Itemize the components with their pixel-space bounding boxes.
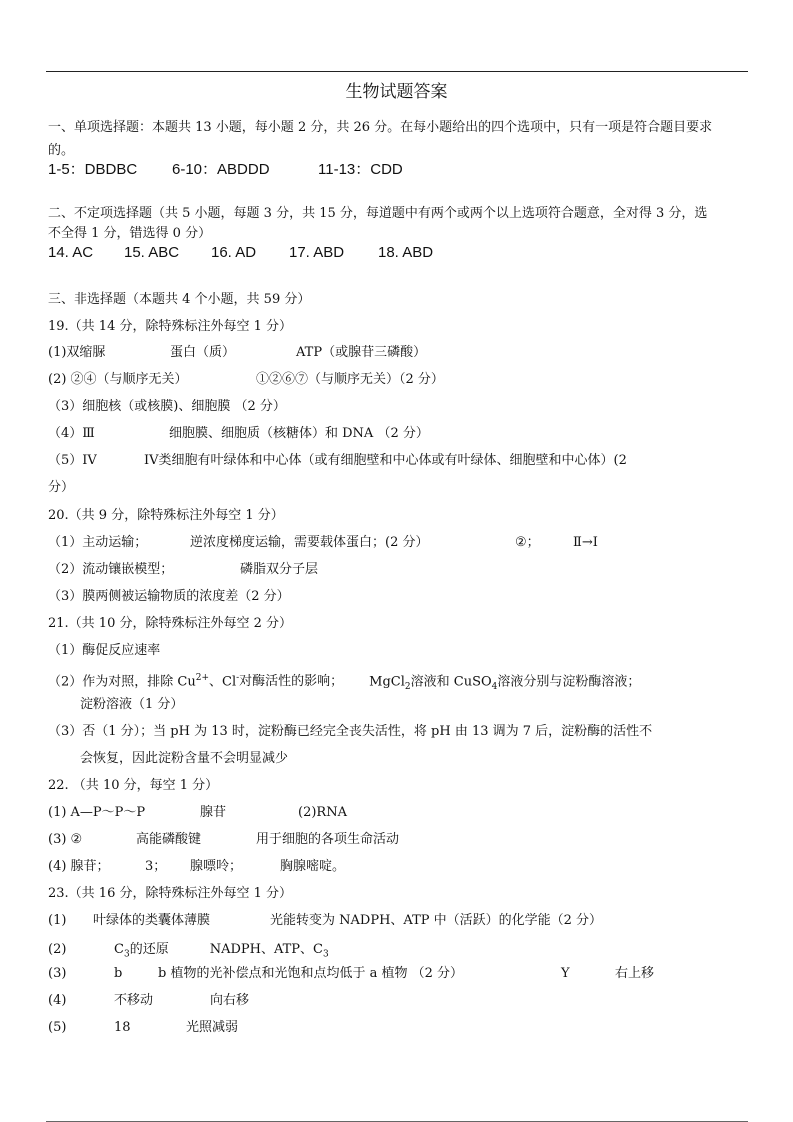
- q23-line2: [48, 942, 329, 963]
- q21-line1: （1）酶促反应速率: [48, 643, 161, 658]
- superscript: -: [236, 673, 240, 683]
- answer-item: 15. ABC: [124, 244, 180, 261]
- answer-item: 14. AC: [48, 244, 94, 261]
- q20-line3: （3）膜两侧被运输物质的浓度差（2 分）: [48, 589, 290, 604]
- q23-heading: 23.（共 16 分，除特殊标注外每空 1 分）: [48, 886, 293, 901]
- subscript: 4: [491, 681, 498, 692]
- answer-text: (2) ②④（与顺序无关）: [48, 372, 188, 387]
- answer-text: 向右移: [210, 993, 250, 1008]
- q22-heading: 22. （共 10 分，每空 1 分）: [48, 778, 219, 793]
- answer-text: 腺苷: [200, 805, 227, 820]
- q21-line3-cont: 会恢复，因此淀粉含量不会明显减少: [80, 751, 289, 766]
- q20-line1: [48, 535, 598, 551]
- answer-text: 溶液和 CuSO: [410, 674, 492, 690]
- q21-line2: [48, 670, 640, 695]
- answer-text: 逆浓度梯度运输，需要载体蛋白；(2 分）: [190, 535, 429, 550]
- item-number: (4): [48, 993, 67, 1008]
- page-title: 生物试题答案: [345, 82, 448, 102]
- answer-text: 高能磷酸键: [136, 832, 202, 847]
- subscript: 2: [404, 681, 411, 692]
- q19-line5-cont: 分）: [48, 480, 75, 495]
- answer-text: (1)双缩脲: [48, 345, 106, 360]
- answer-text: 叶绿体的类囊体薄膜: [93, 913, 211, 928]
- answer-text: ①②⑥⑦（与顺序无关）（2 分）: [256, 372, 444, 387]
- item-number: (1): [48, 913, 67, 928]
- answer-text: （4）Ⅲ: [48, 426, 95, 441]
- answer-text: ②；: [515, 535, 540, 550]
- superscript: 2+: [195, 673, 210, 683]
- q19-line2: [48, 372, 444, 388]
- section1-answers: [48, 162, 403, 178]
- q21-heading: 21.（共 10 分，除特殊标注外每空 2 分）: [48, 616, 293, 631]
- answer-text: 光照减弱: [186, 1020, 239, 1035]
- answer-text: MgCl: [369, 674, 405, 690]
- section1-heading-cont: 的。: [48, 143, 75, 158]
- q21-line3: （3）否（1 分）；当 pH 为 13 时，淀粉酶已经完全丧失活性，将 pH 由 13 调为 7 后，淀粉酶的活性不: [48, 724, 653, 739]
- q19-line4: [48, 426, 429, 442]
- subscript: 3: [323, 949, 329, 960]
- q23-line4: [48, 993, 249, 1009]
- answer-text: 18: [114, 1020, 131, 1035]
- section2-heading-cont: 不全得 1 分，错选得 0 分）: [48, 226, 212, 241]
- answer-text: Y: [561, 966, 570, 981]
- answer-text: （1）主动运输；: [48, 535, 148, 550]
- subscript: 3: [123, 949, 130, 960]
- section2-answers: [48, 245, 433, 261]
- answer-text: 3；: [145, 859, 167, 874]
- answer-text: 用于细胞的各项生命活动: [256, 832, 400, 847]
- answer-text: b 植物的光补偿点和光饱和点均低于 a 植物 （2 分）: [158, 966, 464, 981]
- q23-line3: [48, 966, 654, 982]
- q22-line1: [48, 805, 347, 821]
- item-number: (3): [48, 966, 67, 981]
- answer-text: (3) ②: [48, 832, 83, 847]
- answer-text: (2)RNA: [298, 805, 347, 820]
- answer-text: 胸腺嘧啶。: [280, 859, 346, 874]
- answer-item: 16. AD: [211, 244, 257, 261]
- answer-text: 对酶活性的影响；: [239, 674, 344, 690]
- top-rule: [46, 71, 748, 72]
- section2-heading: 二、不定项选择题（共 5 小题，每题 3 分，共 15 分，每道题中有两个或两个以上选项符合题意，全对得 3 分，选: [48, 206, 708, 221]
- q19-line5: [48, 453, 627, 469]
- answer-text: 、Cl: [209, 674, 237, 690]
- q23-line1: [48, 913, 602, 929]
- q23-line5: [48, 1020, 238, 1036]
- item-number: (2): [48, 942, 67, 957]
- answer-text: （5）IV: [48, 453, 97, 468]
- answer-text: 细胞膜、细胞质（核糖体）和 DNA （2 分）: [169, 426, 429, 441]
- answer-text: IV类细胞有叶绿体和中心体（或有细胞壁和中心体或有叶绿体、细胞壁和中心体）(2: [144, 453, 627, 468]
- answer-text: 右上移: [615, 966, 655, 981]
- answer-text: 不移动: [114, 993, 154, 1008]
- answer-text: NADPH、ATP、C: [209, 942, 323, 957]
- answer-text: （2）流动镶嵌模型；: [48, 562, 174, 577]
- item-number: (5): [48, 1020, 67, 1035]
- answer-item: 18. ABD: [378, 244, 434, 261]
- answer-text: ATP（或腺苷三磷酸）: [296, 345, 427, 360]
- answer-text: 光能转变为 NADPH、ATP 中（活跃）的化学能（2 分）: [270, 913, 603, 928]
- q21-line2-cont: 淀粉溶液（1 分）: [80, 697, 184, 712]
- answer-group: 11-13：CDD: [318, 161, 403, 178]
- answer-text: b: [114, 966, 123, 981]
- answer-group: 6-10：ABDDD: [172, 161, 270, 178]
- answer-text: C: [114, 942, 124, 957]
- answer-text: 溶液分别与淀粉酶溶液；: [497, 674, 641, 690]
- answer-text: 的还原: [129, 942, 169, 957]
- section1-heading: 一、单项选择题：本题共 13 小题，每小题 2 分，共 26 分。在每小题给出的四个选项中，只有一项是符合题目要求: [48, 120, 713, 135]
- answer-text: （2）作为对照，排除 Cu: [48, 674, 196, 690]
- answer-text: 蛋白（质）: [170, 345, 236, 360]
- answer-text: Ⅱ→Ⅰ: [573, 535, 598, 550]
- section3-heading: 三、非选择题（本题共 4 个小题，共 59 分）: [48, 292, 311, 307]
- q22-line3: [48, 859, 345, 875]
- answer-text: (4) 腺苷；: [48, 859, 110, 874]
- answer-text: (1) A—P～P～P: [48, 805, 146, 820]
- q19-line3: （3）细胞核（或核膜)、细胞膜 （2 分）: [48, 399, 286, 414]
- q20-heading: 20.（共 9 分，除特殊标注外每空 1 分）: [48, 508, 284, 523]
- answer-group: 1-5：DBDBC: [48, 161, 138, 178]
- answer-text: 腺嘌呤；: [190, 859, 243, 874]
- q19-heading: 19.（共 14 分，除特殊标注外每空 1 分）: [48, 319, 293, 334]
- q19-line1: [48, 345, 426, 361]
- answer-item: 17. ABD: [289, 244, 345, 261]
- q22-line2: [48, 832, 399, 848]
- q20-line2: [48, 562, 318, 578]
- answer-text: 磷脂双分子层: [240, 562, 319, 577]
